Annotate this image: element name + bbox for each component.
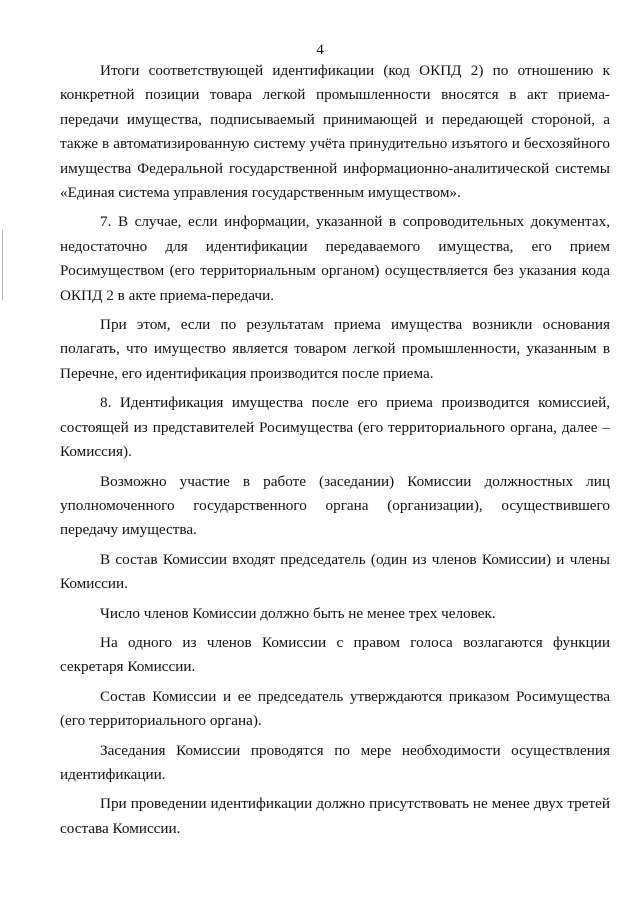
paragraph-secretary: На одного из членов Комиссии с правом голоса возлагаются функции секретаря Комиссии. <box>60 633 610 676</box>
paragraph-item-8: 8. Идентификация имущества после его приема производится комиссией, состоящей из представителей Росимущества (его территориального органа, далее – Комиссия). <box>60 394 610 461</box>
scan-margin-mark <box>2 230 3 300</box>
paragraph-approval: Состав Комиссии и ее председатель утверждаются приказом Росимущества (его территориального органа). <box>60 687 610 730</box>
paragraph-after-acceptance: При этом, если по результатам приема имущества возникли основания полагать, что имущество является товаром легкой промышленности, указанным в Перечне, его идентификация производится после приема. <box>60 316 610 382</box>
paragraph-item-7: 7. В случае, если информации, указанной в сопроводительных документах, недостаточно для идентификации передаваемого имущества, его прием Росимуществом (его территориальным органом) осуществляется без указания кода ОКПД 2 в акте приема-передачи. <box>60 213 610 304</box>
paragraph-identification-results: Итоги соответствующей идентификации (код ОКПД 2) по отношению к конкретной позиции товара легкой промышленности вносятся в акт приема-передачи имущества, подписываемый принимающей и передающей стороной, а также в автоматизированную систему учёта принудительно изъятого и бесхозяйного имущества Федеральной государственной информационно-аналитической системы «Единая система управления государственным имуществом». <box>60 62 610 202</box>
paragraph-participation: Возможно участие в работе (заседании) Комиссии должностных лиц уполномоченного государственного органа (организации), осуществившего передачу имущества. <box>60 472 610 539</box>
paragraph-commission-composition: В состав Комиссии входят председатель (один из членов Комиссии) и члены Комиссии. <box>60 550 610 593</box>
paragraph-meetings: Заседания Комиссии проводятся по мере необходимости осуществления идентификации. <box>60 741 610 783</box>
page-number: 4 <box>316 41 324 58</box>
document-body <box>60 59 610 841</box>
paragraph-member-count: Число членов Комиссии должно быть не менее трех человек. <box>100 604 496 622</box>
paragraph-quorum: При проведении идентификации должно присутствовать не менее двух третей состава Комиссии. <box>60 795 610 837</box>
